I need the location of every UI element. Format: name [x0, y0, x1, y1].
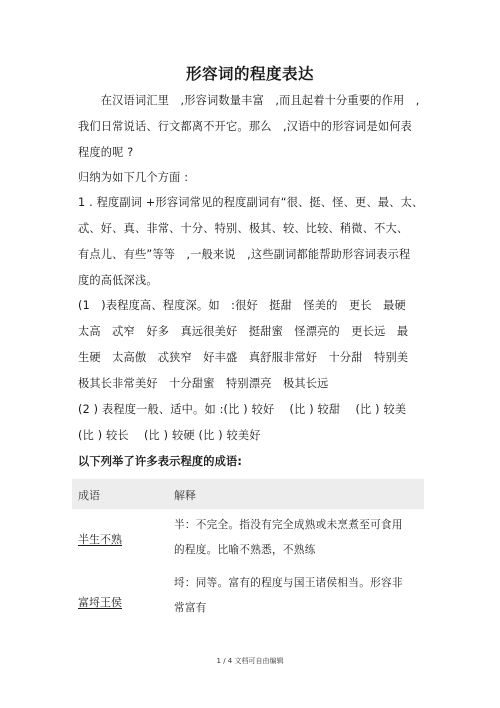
paragraph-line: 1 . 程度副词 +形容词常见的程度副词有“很、挺、怪、更、最、太、 [78, 196, 424, 209]
paragraph-line: 生硬 太高傲 忒狭窄 好丰盛 真舒服非常好 十分甜 特别美 [78, 351, 409, 364]
paragraph-line: 度的高低深浅。 [78, 274, 158, 287]
paragraph-line: (2 ) 表程度一般、适中。如 :(比 ) 较好 (比 ) 较甜 (比 ) 较美 [78, 403, 407, 416]
table-header [72, 479, 424, 509]
idiom-definition [174, 513, 424, 563]
paragraph-line: 忒、好、真、非常、十分、特别、极其、较、比较、稍微、不大、 [78, 222, 409, 235]
paragraph-line: 归纳为如下几个方面 : [78, 171, 189, 184]
definition-line: 的程度。比喻不熟悉，不熟练 [174, 544, 316, 556]
paragraph-line: 极其长非常美好 十分甜蜜 特别漂亮 极其长远 [78, 377, 329, 390]
paragraph-line: 在汉语词汇里 ,形容词数量丰富 ,而且起着十分重要的作用 , [78, 94, 420, 107]
column-header-idiom: 成语 [78, 489, 100, 502]
definition-line: 埒：同等。富有的程度与国王诸侯相当。形容非 [174, 577, 403, 589]
paragraph-line: 太高 忒窄 好多 真远很美好 挺甜蜜 怪漂亮的 更长远 最 [78, 325, 409, 338]
definition-line: 常富有 [174, 602, 207, 614]
paragraph-line: 有点儿、有些”等等 ,一般来说 ,这些副词都能帮助形容词表示程 [78, 248, 411, 261]
paragraph-line: (比 ) 较长 (比 ) 较硬 (比 ) 较美好 [78, 429, 261, 442]
page-footer: 1 / 4 文档可自由编辑 [216, 657, 284, 665]
section-heading: 以下列举了许多表示程度的成语: [78, 455, 243, 468]
definition-line: 半：不完全。指没有完全成熟或未烹煮至可食用 [174, 519, 403, 531]
idiom-term: 富埒王侯 [78, 596, 122, 609]
table-row [72, 567, 424, 625]
column-header-explanation: 解释 [174, 489, 196, 502]
paragraph-line: 程度的呢 ? [78, 146, 134, 159]
paragraph-line: (1 )表程度高、程度深。如 :很好 挺甜 怪美的 更长 最硬 [78, 299, 406, 312]
idiom-term: 半生不熟 [78, 533, 122, 546]
idiom-table [72, 479, 424, 625]
idiom-definition [174, 571, 424, 621]
table-row [72, 509, 424, 567]
document-title: 形容词的程度表达 [185, 65, 314, 83]
paragraph-line: 我们日常说话、行文都离不开它。那么 ,汉语中的形容词是如何表 [78, 120, 412, 133]
